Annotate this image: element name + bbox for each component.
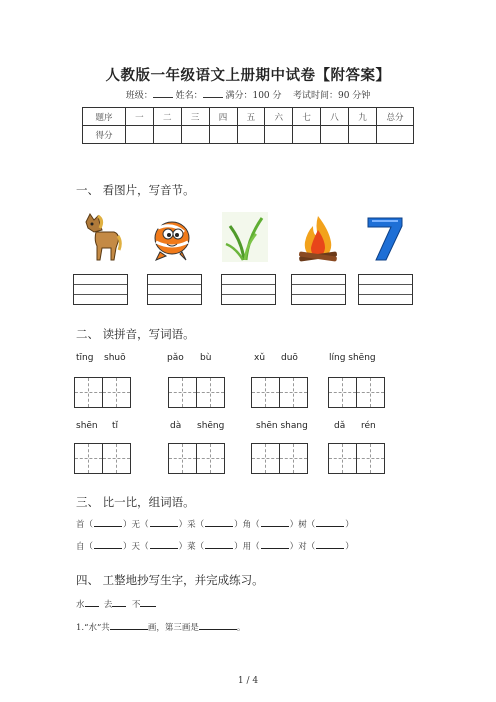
compare-char: 角 <box>242 520 252 530</box>
stroke-count-blank[interactable] <box>110 621 148 630</box>
syllable-writing-box[interactable] <box>291 274 346 305</box>
pinyin-label: tǐ <box>112 421 119 431</box>
answer-blank[interactable] <box>205 540 233 549</box>
tianzige-box[interactable] <box>251 377 308 408</box>
score-input-cell[interactable] <box>209 126 237 144</box>
score-input-cell[interactable] <box>377 126 414 144</box>
compare-char: 无 <box>131 520 141 530</box>
pinyin-label: líng shēng <box>329 353 376 363</box>
section-2-title: 二、 读拼音，写词语。 <box>76 327 195 341</box>
answer-blank[interactable] <box>261 540 289 549</box>
question-1-line <box>76 621 245 633</box>
compare-char: 用 <box>242 542 252 552</box>
tianzige-box[interactable] <box>328 443 385 474</box>
answer-blank[interactable] <box>316 518 344 527</box>
compare-char: 自 <box>76 542 85 552</box>
tianzige-box[interactable] <box>251 443 308 474</box>
pinyin-label: shēng <box>197 421 225 431</box>
score-table-score-row <box>83 126 414 144</box>
pinyin-label: pǎo <box>167 353 184 363</box>
section-3-title: 三、 比一比，组词语。 <box>76 495 195 509</box>
question-1-text-c: 。 <box>236 623 246 633</box>
table-cell: 四 <box>209 108 237 126</box>
compare-char: 天 <box>131 542 141 552</box>
section-1-title: 一、 看图片，写音节。 <box>76 183 195 197</box>
copy-characters-line <box>76 598 156 610</box>
full-score: 满分：100 分 <box>225 91 282 101</box>
copy-char: 去 <box>103 600 113 610</box>
copy-char: 不 <box>131 600 141 610</box>
table-cell: 一 <box>126 108 154 126</box>
third-stroke-blank[interactable] <box>199 621 237 630</box>
page-title: 人教版一年级语文上册期中试卷【附答案】 <box>105 68 391 84</box>
pinyin-label: rén <box>361 421 376 431</box>
score-input-cell[interactable] <box>349 126 377 144</box>
score-input-cell[interactable] <box>181 126 209 144</box>
table-cell: 八 <box>321 108 349 126</box>
table-cell: 得分 <box>83 126 126 144</box>
compare-row-2: 自（ ）天（ ）菜（ ）用（ ）对（ ） <box>76 542 354 552</box>
table-cell: 总分 <box>377 108 414 126</box>
score-input-cell[interactable] <box>293 126 321 144</box>
table-cell: 三 <box>181 108 209 126</box>
page-number: 1 / 4 <box>237 676 259 686</box>
exam-info <box>0 88 496 101</box>
tianzige-box[interactable] <box>168 443 225 474</box>
table-cell: 五 <box>237 108 265 126</box>
answer-blank[interactable] <box>150 518 178 527</box>
question-1-text-a: 1.“水”共 <box>76 623 110 633</box>
tianzige-box[interactable] <box>74 377 131 408</box>
question-1-text-b: 画，第三画是 <box>147 623 199 633</box>
section-4-title: 四、 工整地抄写生字，并完成练习。 <box>76 573 264 587</box>
pinyin-label: bù <box>200 353 212 363</box>
class-blank[interactable] <box>153 88 173 98</box>
score-input-cell[interactable] <box>153 126 181 144</box>
answer-blank[interactable] <box>261 518 289 527</box>
compare-row-1: 首（ ）无（ ）采（ ）角（ ）树（ ） <box>76 520 354 530</box>
copy-blank[interactable] <box>112 598 126 607</box>
copy-blank[interactable] <box>85 598 99 607</box>
answer-blank[interactable] <box>316 540 344 549</box>
fire-icon <box>295 212 341 264</box>
compare-char: 采 <box>187 520 196 530</box>
pinyin-label: shuō <box>104 353 126 363</box>
compare-char: 树 <box>298 520 307 530</box>
pinyin-label: duō <box>281 353 298 363</box>
answer-blank[interactable] <box>94 540 122 549</box>
pinyin-label: dǎ <box>334 421 346 431</box>
tianzige-box[interactable] <box>74 443 131 474</box>
name-label: 姓名： <box>175 91 203 101</box>
seven-icon <box>364 214 406 262</box>
pinyin-label: dà <box>170 421 182 431</box>
score-input-cell[interactable] <box>126 126 154 144</box>
tianzige-box[interactable] <box>168 377 225 408</box>
table-cell: 二 <box>153 108 181 126</box>
score-table-header-row <box>83 108 414 126</box>
score-input-cell[interactable] <box>265 126 293 144</box>
class-label: 班级： <box>125 91 153 101</box>
grass-icon <box>222 212 268 262</box>
syllable-writing-box[interactable] <box>221 274 276 305</box>
answer-blank[interactable] <box>205 518 233 527</box>
answer-blank[interactable] <box>94 518 122 527</box>
pinyin-label: shēn <box>76 421 98 431</box>
table-cell: 九 <box>349 108 377 126</box>
syllable-writing-box[interactable] <box>358 274 413 305</box>
pinyin-label: shēn shang <box>256 421 308 431</box>
answer-blank[interactable] <box>150 540 178 549</box>
pinyin-label: xǔ <box>254 353 266 363</box>
tianzige-box[interactable] <box>328 377 385 408</box>
table-cell: 题序 <box>83 108 126 126</box>
compare-char: 对 <box>298 542 307 552</box>
compare-char: 首 <box>76 520 85 530</box>
syllable-writing-box[interactable] <box>147 274 202 305</box>
horse-icon <box>80 210 122 264</box>
pinyin-label: tīng <box>76 353 94 363</box>
table-cell: 七 <box>293 108 321 126</box>
fish-icon <box>150 212 194 264</box>
table-cell: 六 <box>265 108 293 126</box>
name-blank[interactable] <box>203 88 223 98</box>
score-input-cell[interactable] <box>321 126 349 144</box>
exam-time: 考试时间：90 分钟 <box>292 91 371 101</box>
copy-blank[interactable] <box>140 598 156 607</box>
syllable-writing-box[interactable] <box>73 274 128 305</box>
score-input-cell[interactable] <box>237 126 265 144</box>
score-table <box>82 107 414 144</box>
compare-char: 菜 <box>187 542 196 552</box>
copy-char: 水 <box>76 600 85 610</box>
